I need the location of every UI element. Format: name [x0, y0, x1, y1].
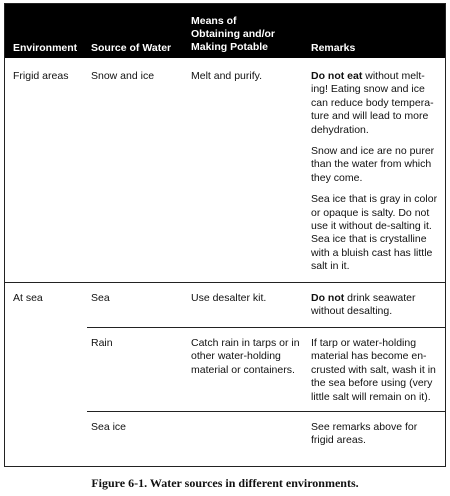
frigid-environment: Frigid areas — [13, 70, 69, 82]
frigid-remark-3: Sea ice that is gray in color or opaque is salty. Do not use it without de-salting it. Sea ice that is crystalline with a bluish cast has little salt in it. — [311, 193, 438, 273]
frigid-remark-2: Snow and ice are no purer than the water from which they come. — [311, 145, 435, 184]
row-divider-sea — [87, 327, 445, 328]
header-environment: Environment — [13, 42, 78, 54]
sea-means: Use desalter kit. — [191, 292, 267, 304]
header-means — [191, 15, 275, 54]
table-header — [5, 4, 445, 58]
sea-source: Sea — [91, 292, 110, 304]
header-source: Source of Water — [91, 42, 172, 54]
rain-source: Rain — [91, 337, 113, 349]
sea-remark-rest: drink seawater without desalting. — [311, 292, 416, 318]
seaice-remarks: See remarks above for frigid areas. — [311, 421, 418, 447]
header-means-line-3: Making Potable — [191, 41, 269, 53]
frigid-remark-1-rest: without melt-ing! Eating snow and ice can reduce body tempera-ture and will lead to more dehydration. — [311, 70, 434, 136]
frigid-remarks — [311, 70, 439, 282]
frigid-remark-1 — [311, 70, 439, 137]
rain-remarks: If tarp or water-holding material has become en-crusted with salt, wash it in the sea before using (very little salt will remain on it). — [311, 337, 436, 403]
sea-environment: At sea — [13, 292, 43, 304]
figure-caption: Figure 6-1. Water sources in different environments. — [91, 476, 359, 490]
sea-remarks — [311, 292, 439, 319]
frigid-means: Melt and purify. — [191, 70, 263, 82]
row-divider-rain — [87, 411, 445, 412]
rain-means: Catch rain in tarps or in other water-holding material or containers. — [191, 337, 300, 376]
header-remarks: Remarks — [311, 42, 356, 54]
header-means-line-1: Means of — [191, 15, 237, 27]
frigid-remark-1-bold: Do not eat — [311, 70, 363, 82]
header-means-line-2: Obtaining and/or — [191, 28, 275, 40]
sea-remark-bold: Do not — [311, 292, 345, 304]
row-divider-frigid — [5, 282, 445, 283]
water-sources-table — [4, 3, 446, 467]
seaice-source: Sea ice — [91, 421, 127, 433]
frigid-source: Snow and ice — [91, 70, 155, 82]
